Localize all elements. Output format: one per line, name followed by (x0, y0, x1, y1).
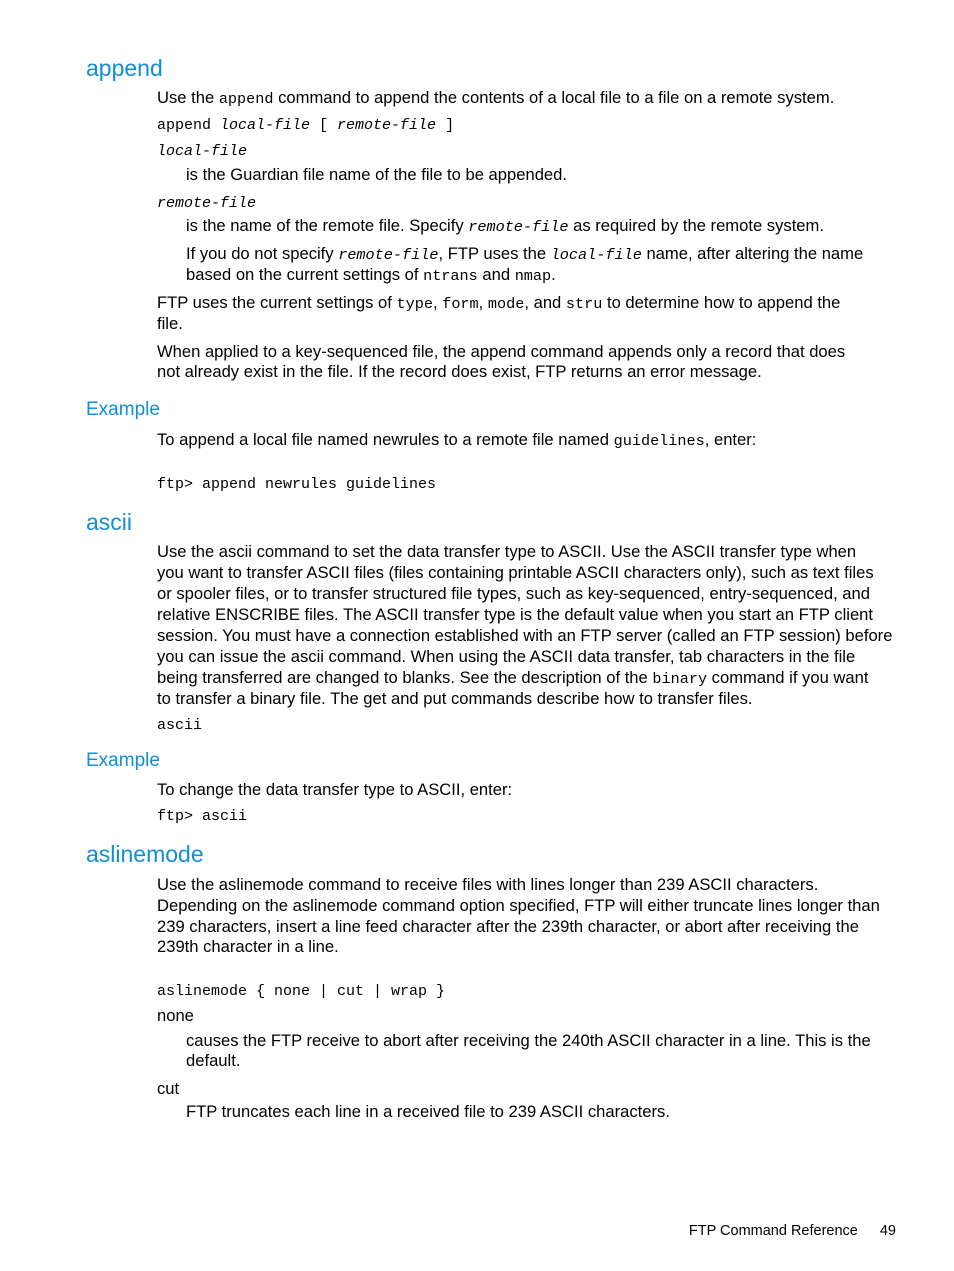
ascii-syntax: ascii (157, 717, 203, 734)
page-footer (600, 1222, 896, 1240)
param-remote-file-desc: is the name of the remote file. Specify remote-file as required by the remote system. (186, 216, 824, 236)
ascii-desc-line5: session. You must have a connection established with an FTP server (called an FTP session) before (157, 626, 893, 645)
param-remote-note-line1: If you do not specify remote-file, FTP uses the local-file name, after altering the name (186, 244, 864, 264)
option-none: none (157, 1006, 194, 1025)
option-none-desc-line2: default. (186, 1051, 241, 1070)
ascii-desc-line1: Use the ascii command to set the data transfer type to ASCII. Use the ASCII transfer type when (157, 542, 857, 561)
ascii-desc-line3: or spooler files, or to transfer structured file types, such as key-sequenced, entry-sequenced, and (157, 584, 870, 603)
append-intro: Use the append command to append the contents of a local file to a file on a remote system. (157, 88, 835, 108)
aslinemode-desc-line3: 239 characters, insert a line feed character after the 239th character, or abort after receiving the (157, 917, 859, 936)
append-settings-line2: file. (157, 314, 183, 333)
append-settings-line1: FTP uses the current settings of type, form, mode, and stru to determine how to append the (157, 293, 841, 313)
aslinemode-syntax: aslinemode { none | cut | wrap } (157, 983, 446, 1000)
append-example-code: ftp> append newrules guidelines (157, 476, 437, 493)
aslinemode-desc-line2: Depending on the aslinemode command option specified, FTP will either truncate lines longer than (157, 896, 880, 915)
param-remote-file: remote-file (157, 195, 257, 212)
param-remote-note-line2: based on the current settings of ntrans and nmap. (186, 265, 556, 285)
heading-aslinemode: aslinemode (86, 841, 204, 867)
option-cut: cut (157, 1079, 180, 1098)
option-cut-desc: FTP truncates each line in a received file to 239 ASCII characters. (186, 1102, 670, 1121)
option-none-desc-line1: causes the FTP receive to abort after receiving the 240th ASCII character in a line. This is the (186, 1031, 871, 1050)
ascii-desc-line2: you want to transfer ASCII files (files containing printable ASCII characters only), such as text files (157, 563, 874, 582)
param-local-file-desc: is the Guardian file name of the file to be appended. (186, 165, 567, 184)
page-number: 49 (879, 1223, 896, 1239)
ascii-desc-line4: relative ENSCRIBE files. The ASCII transfer type is the default value when you start an FTP client (157, 605, 874, 624)
append-syntax: append local-file [ remote-file ] (157, 117, 455, 134)
aslinemode-desc-line4: 239th character in a line. (157, 937, 339, 956)
append-example-text: To append a local file named newrules to a remote file named guidelines, enter: (157, 430, 757, 450)
ascii-example-code: ftp> ascii (157, 808, 248, 825)
heading-append: append (86, 55, 163, 81)
heading-example-ascii: Example (86, 750, 160, 771)
footer-section-title: FTP Command Reference (688, 1223, 858, 1239)
heading-ascii: ascii (86, 509, 133, 535)
append-keyseq-line1: When applied to a key-sequenced file, the append command appends only a record that does (157, 342, 846, 361)
aslinemode-desc-line1: Use the aslinemode command to receive files with lines longer than 239 ASCII characters. (157, 875, 819, 894)
ascii-desc-line6: you can issue the ascii command. When using the ASCII data transfer, tab characters in the file (157, 647, 856, 666)
ascii-desc-line8: to transfer a binary file. The get and put commands describe how to transfer files. (157, 689, 753, 708)
ascii-desc-line7: being transferred are changed to blanks. See the description of the binary command if you want (157, 668, 869, 688)
param-local-file: local-file (157, 143, 248, 160)
append-keyseq-line2: not already exist in the file. If the record does exist, FTP returns an error message. (157, 362, 762, 381)
heading-example-append: Example (86, 399, 160, 420)
ascii-example-text: To change the data transfer type to ASCII, enter: (157, 780, 513, 799)
